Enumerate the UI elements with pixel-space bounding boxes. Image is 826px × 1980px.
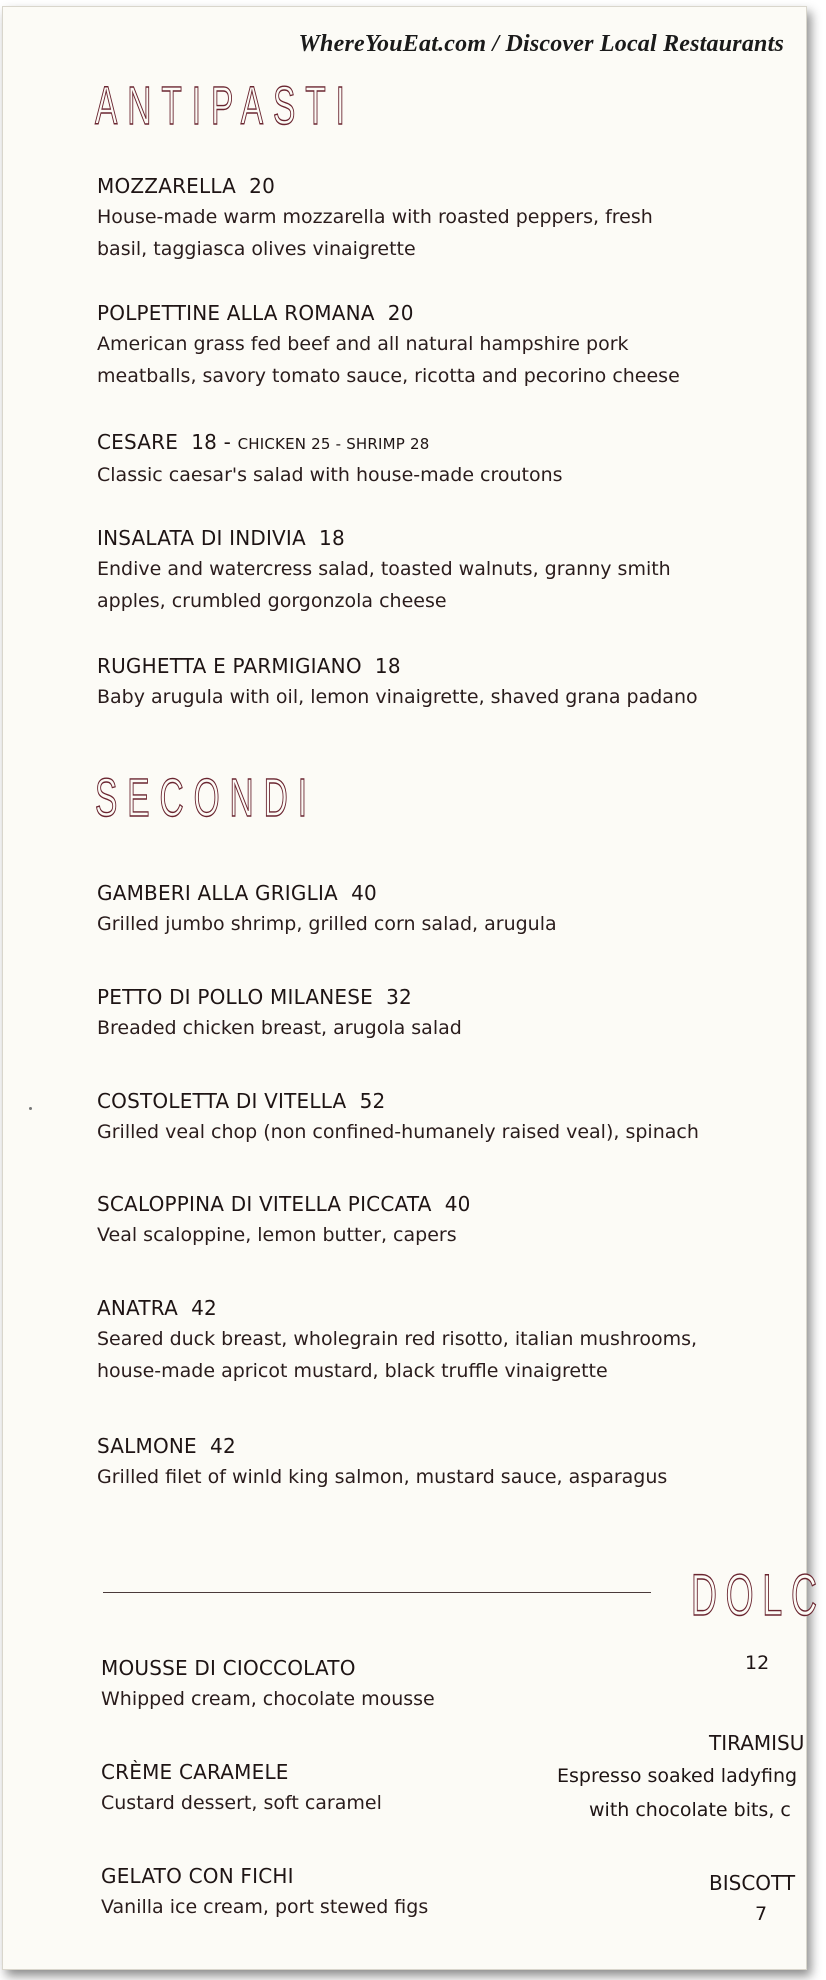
menu-item-petto-di-pollo xyxy=(97,982,737,1044)
item-description: basil, taggiasca olives vinaigrette xyxy=(97,238,416,260)
item-description: American grass fed beef and all natural hampshire pork xyxy=(97,333,629,355)
menu-item-gelato xyxy=(101,1861,741,1923)
item-description: Breaded chicken breast, arugola salad xyxy=(97,1017,462,1039)
item-name: GELATO CON FICHI xyxy=(101,1864,294,1888)
dolci-price: 12 xyxy=(745,1652,770,1674)
item-price: 42 xyxy=(210,1434,236,1458)
antipasti-heading: ANTIPASTI xyxy=(95,76,355,136)
menu-item-costoletta xyxy=(97,1086,737,1148)
item-name-line xyxy=(97,982,737,1012)
stray-mark xyxy=(29,1107,32,1110)
tiramisu-description: Espresso soaked ladyfing xyxy=(557,1765,798,1787)
item-name: COSTOLETTA DI VITELLA xyxy=(97,1089,347,1113)
item-description: Veal scaloppine, lemon butter, capers xyxy=(97,1224,457,1246)
menu-item-cesare xyxy=(97,427,737,491)
menu-item-salmone xyxy=(97,1431,737,1493)
item-name: CRÈME CARAMELE xyxy=(101,1760,289,1784)
item-description: Grilled veal chop (non confined-humanely raised veal), spinach xyxy=(97,1121,699,1143)
item-name-line xyxy=(97,1086,737,1116)
item-description: house-made apricot mustard, black truffle vinaigrette xyxy=(97,1360,608,1382)
item-name: INSALATA DI INDIVIA xyxy=(97,526,306,550)
tiramisu-description: with chocolate bits, c xyxy=(589,1799,791,1821)
item-price: 32 xyxy=(386,985,412,1009)
menu-page xyxy=(2,6,826,1970)
menu-item-polpettine xyxy=(97,298,737,392)
item-description: Endive and watercress salad, toasted walnuts, granny smith xyxy=(97,558,671,580)
secondi-heading: SECONDI xyxy=(95,768,317,828)
item-name: RUGHETTA E PARMIGIANO xyxy=(97,654,362,678)
item-description: Grilled filet of winld king salmon, mustard sauce, asparagus xyxy=(97,1466,668,1488)
menu-item-mousse xyxy=(101,1653,741,1715)
item-name-line xyxy=(97,171,737,201)
site-watermark: WhereYouEat.com / Discover Local Restaurants xyxy=(298,31,784,57)
menu-item-insalata-di-indivia xyxy=(97,523,737,617)
tiramisu-name: TIRAMISU xyxy=(709,1731,805,1755)
item-price: 20 xyxy=(387,301,414,325)
menu-item-gamberi xyxy=(97,878,737,940)
item-description: Grilled jumbo shrimp, grilled corn salad, arugula xyxy=(97,913,557,935)
item-description: Seared duck breast, wholegrain red risotto, italian mushrooms, xyxy=(97,1328,698,1350)
item-name-line xyxy=(97,651,737,681)
item-name-line xyxy=(97,427,737,459)
item-price: 40 xyxy=(444,1192,471,1216)
item-description: Classic caesar's salad with house-made croutons xyxy=(97,464,563,486)
item-description: Whipped cream, chocolate mousse xyxy=(101,1688,435,1710)
item-name: SALMONE xyxy=(97,1434,197,1458)
item-price: 18 xyxy=(374,654,401,678)
item-price: 42 xyxy=(191,1296,217,1320)
item-description: Custard dessert, soft caramel xyxy=(101,1792,382,1814)
item-description: House-made warm mozzarella with roasted peppers, fresh xyxy=(97,206,653,228)
biscotti-price: 7 xyxy=(755,1903,768,1925)
section-divider xyxy=(103,1592,651,1593)
item-price: 18 - xyxy=(191,430,232,454)
menu-item-mozzarella xyxy=(97,171,737,265)
item-name: MOUSSE DI CIOCCOLATO xyxy=(101,1656,356,1680)
dolci-heading: DOLC xyxy=(691,1563,826,1628)
item-name: POLPETTINE ALLA ROMANA xyxy=(97,301,375,325)
item-name-line xyxy=(97,1431,737,1461)
item-price: 18 xyxy=(319,526,345,550)
item-name: CESARE xyxy=(97,430,179,454)
item-name: MOZZARELLA xyxy=(97,174,237,198)
item-extra-prices: CHICKEN 25 - SHRIMP 28 xyxy=(237,435,430,453)
biscotti-name: BISCOTT xyxy=(709,1871,796,1895)
item-price: 20 xyxy=(249,174,276,198)
item-description: Baby arugula with oil, lemon vinaigrette, shaved grana padano xyxy=(97,686,698,708)
item-name: GAMBERI ALLA GRIGLIA xyxy=(97,881,338,905)
item-name-line xyxy=(97,298,737,328)
item-description: meatballs, savory tomato sauce, ricotta and pecorino cheese xyxy=(97,365,680,387)
item-name-line xyxy=(97,1293,737,1323)
menu-item-anatra xyxy=(97,1293,737,1387)
menu-item-scaloppina xyxy=(97,1189,737,1251)
item-name: ANATRA xyxy=(97,1296,178,1320)
item-name: SCALOPPINA DI VITELLA PICCATA xyxy=(97,1192,432,1216)
item-name-line xyxy=(97,878,737,908)
item-name: PETTO DI POLLO MILANESE xyxy=(97,985,373,1009)
item-description: Vanilla ice cream, port stewed figs xyxy=(101,1896,429,1918)
item-description: apples, crumbled gorgonzola cheese xyxy=(97,590,447,612)
item-price: 52 xyxy=(359,1089,386,1113)
item-price: 40 xyxy=(351,881,377,905)
item-name-line xyxy=(97,523,737,553)
menu-item-rughetta xyxy=(97,651,737,713)
item-name-line xyxy=(97,1189,737,1219)
